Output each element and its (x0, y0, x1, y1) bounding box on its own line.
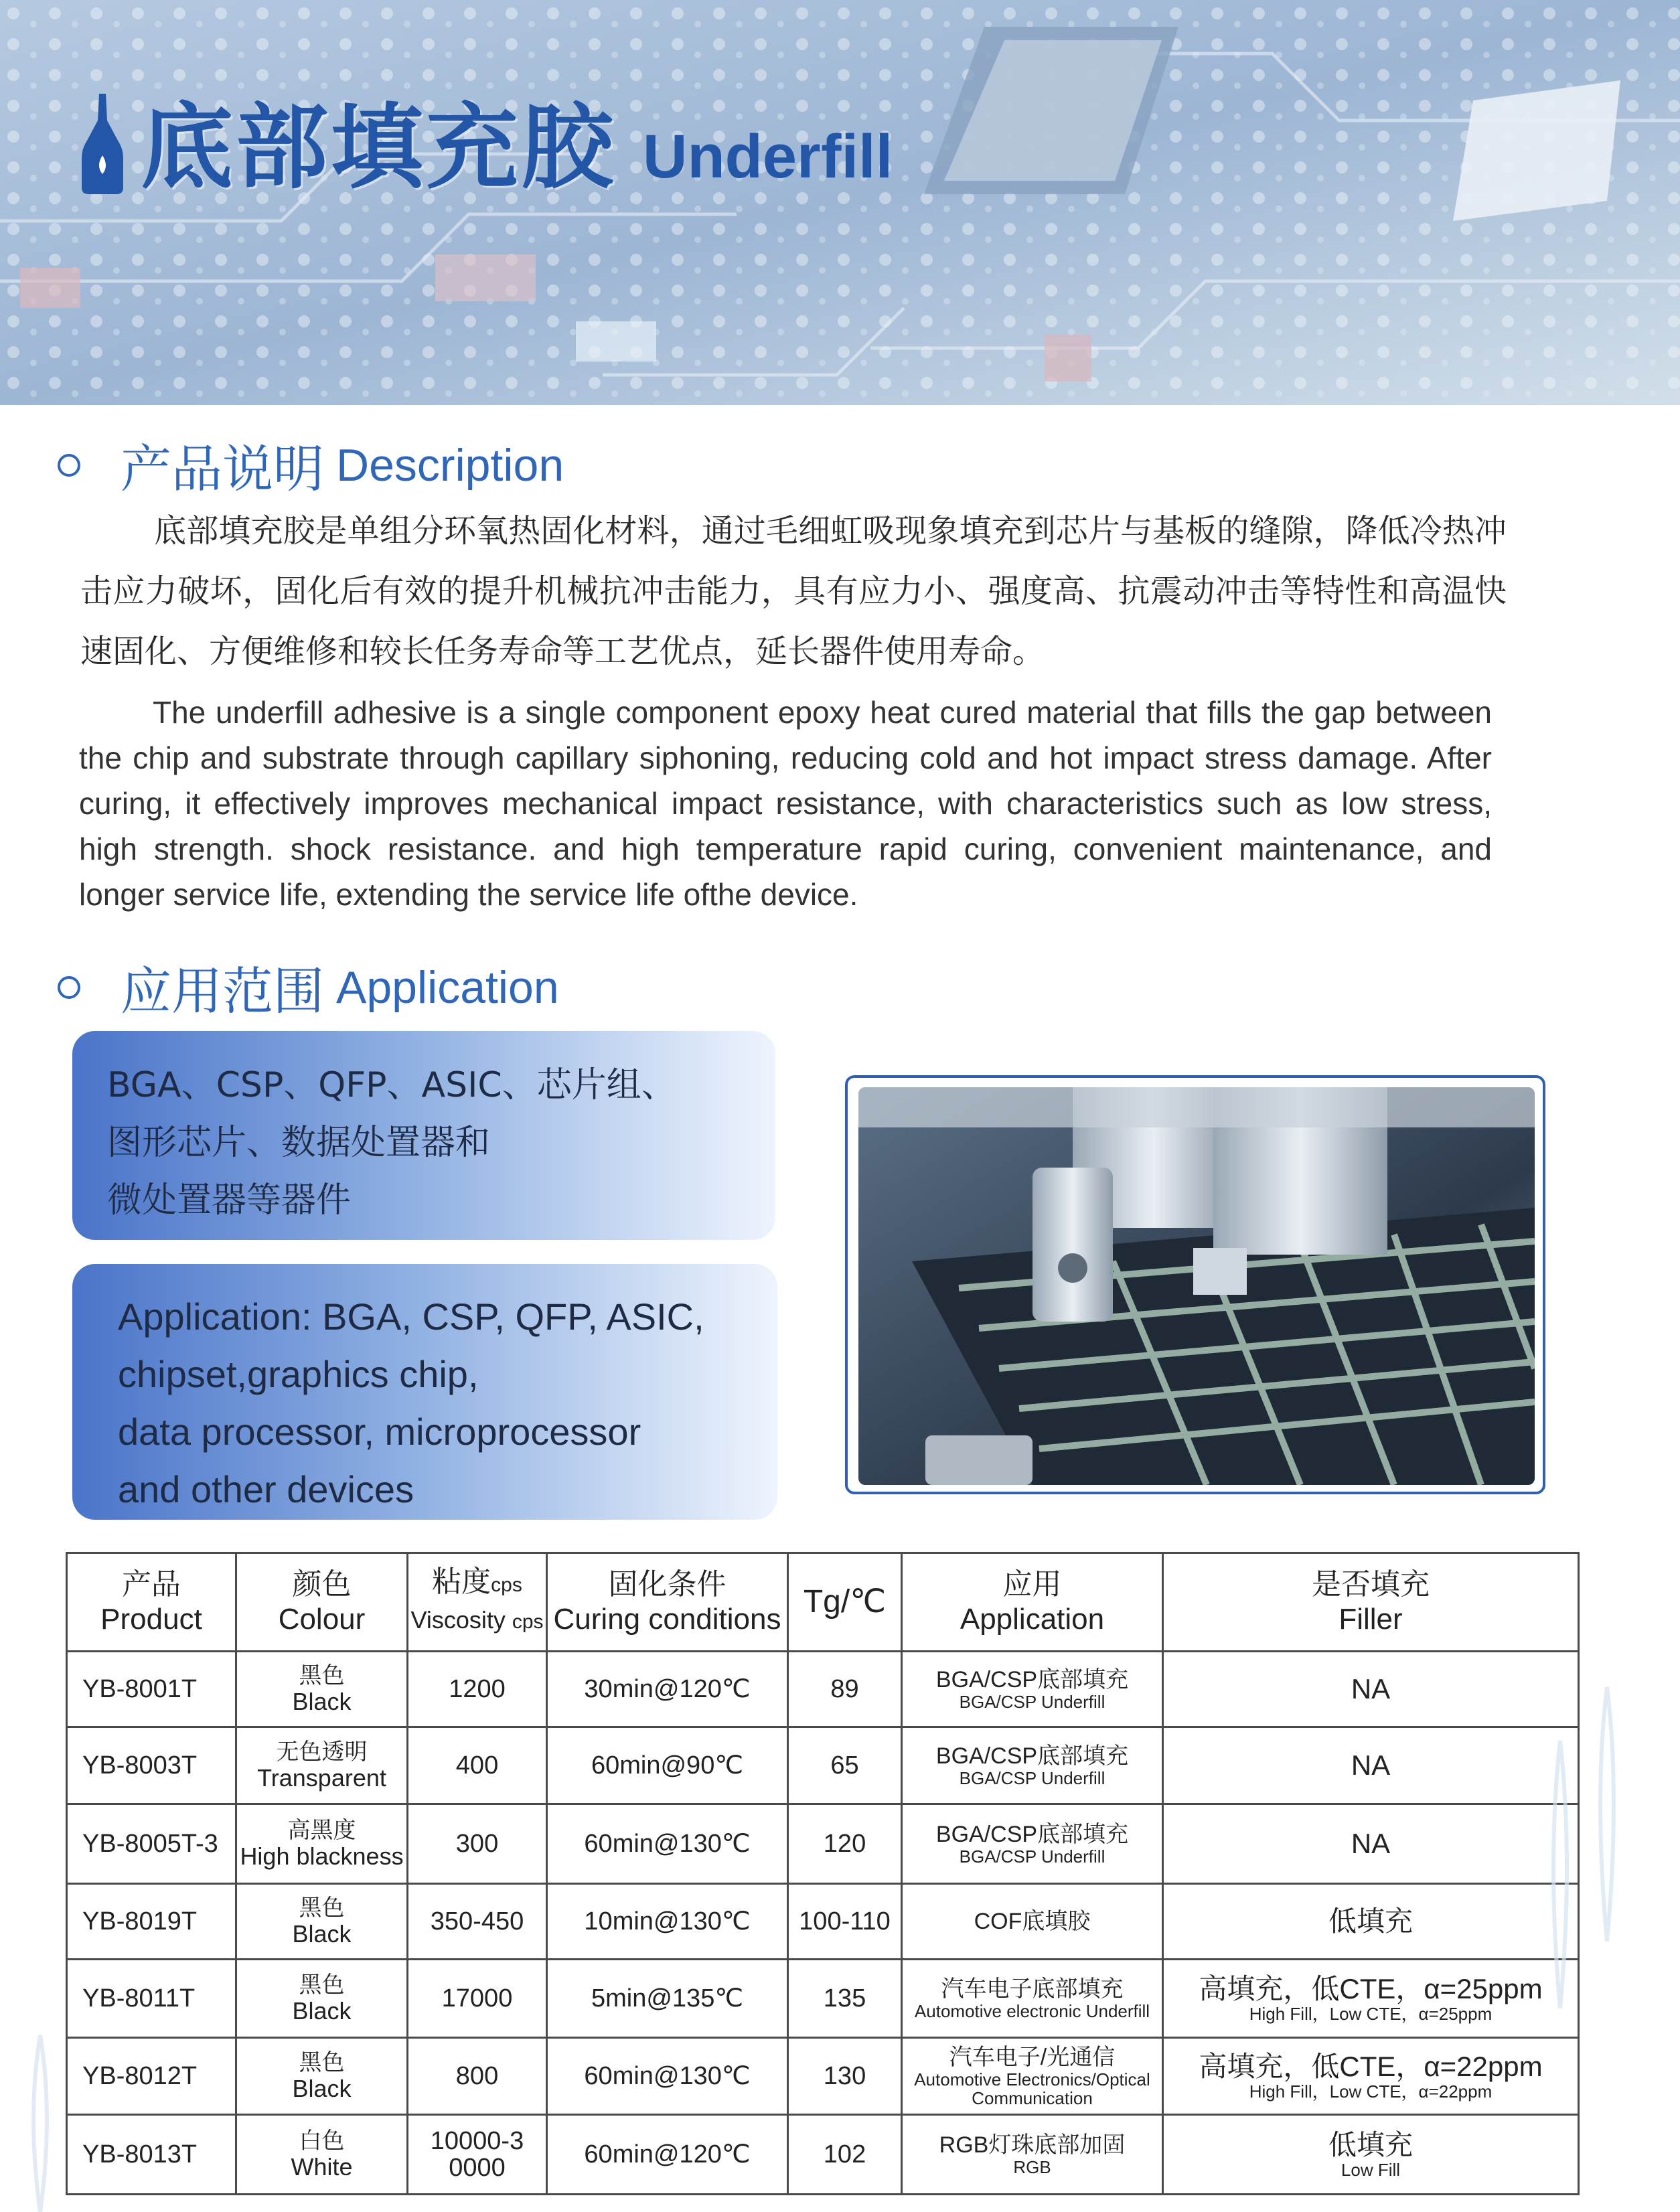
table-row (67, 1960, 1579, 2038)
description-en-body: The underfill adhesive is a single component epoxy heat cured material that fills the gap between the chip and substrate through capillary siphoning, reducing cold and hot impact stress damage. After curing, it effectively improves mechanical impact resistance, with characteristics such as low stress, high strength. shock resistance. and high temperature rapid curing, convenient maintenance, and longer service life, extending the service life ofthe device. (79, 695, 1492, 912)
cell-tg: 100-110 (788, 1884, 902, 1960)
product-spec-table (66, 1552, 1580, 2195)
cell-filler: NA (1163, 1652, 1579, 1727)
application-en-line: and other devices (118, 1468, 414, 1510)
cell-viscosity: 17000 (408, 1960, 547, 2038)
application-cn-line: 微处置器等器件 (107, 1180, 352, 1220)
cell-product: YB-8013T (67, 2115, 236, 2195)
cell-application: BGA/CSP底部填充 BGA/CSP Underfill (902, 1652, 1163, 1727)
application-box-cn (72, 1031, 775, 1240)
cell-viscosity: 400 (408, 1727, 547, 1804)
header-application: 应用 Application (902, 1553, 1163, 1652)
cell-product: YB-8019T (67, 1884, 236, 1960)
cell-colour: 黑色 Black (236, 1884, 408, 1960)
table-body (67, 1652, 1579, 2195)
hero-title (79, 94, 893, 202)
cell-curing: 60min@120℃ (547, 2115, 788, 2195)
cell-tg: 102 (788, 2115, 902, 2195)
table-row (67, 1804, 1579, 1884)
description-heading (58, 428, 564, 501)
application-heading (58, 951, 559, 1024)
glue-bottle-icon (79, 94, 126, 194)
description-text-en (79, 690, 1492, 917)
cell-application: 汽车电子/光通信 Automotive Electronics/Optical Communication (902, 2038, 1163, 2115)
cell-filler: 低填充 Low Fill (1163, 2115, 1579, 2195)
cell-colour: 黑色 Black (236, 2038, 408, 2115)
cell-viscosity: 1200 (408, 1652, 547, 1727)
table-row (67, 2115, 1579, 2195)
cell-colour: 高黑度 High blackness (236, 1804, 408, 1884)
cell-viscosity: 350-450 (408, 1884, 547, 1960)
table-header-row (67, 1553, 1579, 1652)
cell-application: BGA/CSP底部填充 BGA/CSP Underfill (902, 1804, 1163, 1884)
table-row (67, 1652, 1579, 1727)
cell-curing: 5min@135℃ (547, 1960, 788, 2038)
header-product: 产品 Product (67, 1553, 236, 1652)
cell-curing: 60min@130℃ (547, 2038, 788, 2115)
dispensing-machine-image (858, 1087, 1535, 1485)
cell-curing: 60min@90℃ (547, 1727, 788, 1804)
application-en-line: Application: BGA, CSP, QFP, ASIC, (118, 1295, 704, 1338)
cell-colour: 黑色 Black (236, 1960, 408, 2038)
cell-viscosity: 300 (408, 1804, 547, 1884)
table-row (67, 1727, 1579, 1804)
cell-application: BGA/CSP底部填充 BGA/CSP Underfill (902, 1727, 1163, 1804)
description-heading-en: Description (336, 439, 564, 491)
cell-application: 汽车电子底部填充 Automotive electronic Underfill (902, 1960, 1163, 2038)
table-row (67, 1884, 1579, 1960)
cell-tg: 65 (788, 1727, 902, 1804)
cell-product: YB-8003T (67, 1727, 236, 1804)
header-filler: 是否填充 Filler (1163, 1553, 1579, 1652)
application-heading-en: Application (336, 961, 559, 1013)
cell-colour: 无色透明 Transparent (236, 1727, 408, 1804)
circle-bullet-icon (58, 454, 80, 477)
cell-colour: 黑色 Black (236, 1652, 408, 1727)
cell-curing: 60min@130℃ (547, 1804, 788, 1884)
header-curing: 固化条件 Curing conditions (547, 1553, 788, 1652)
header-colour: 颜色 Colour (236, 1553, 408, 1652)
cell-curing: 30min@120℃ (547, 1652, 788, 1727)
cell-tg: 135 (788, 1960, 902, 2038)
dispensing-machine-photo (845, 1075, 1545, 1494)
cell-viscosity: 800 (408, 2038, 547, 2115)
title-english: Underfill (643, 123, 893, 191)
application-cn-line: 图形芯片、数据处置器和 (107, 1123, 491, 1163)
cell-product: YB-8011T (67, 1960, 236, 2038)
cell-filler: 高填充，低CTE，α=25ppm High Fill，Low CTE，α=25ppm (1163, 1960, 1579, 2038)
application-en-line: data processor, microprocessor (118, 1411, 641, 1453)
table-row (67, 2038, 1579, 2115)
description-heading-cn: 产品说明 (121, 439, 324, 499)
application-heading-cn: 应用范围 (121, 961, 324, 1021)
cell-tg: 130 (788, 2038, 902, 2115)
hero-banner (0, 0, 1680, 405)
cell-viscosity: 10000-30000 (408, 2115, 547, 2195)
cell-filler: 高填充，低CTE，α=22ppm High Fill，Low CTE，α=22ppm (1163, 2038, 1579, 2115)
description-cn-body: 底部填充胶是单组分环氧热固化材料，通过毛细虹吸现象填充到芯片与基板的缝隙，降低冷热冲击应力破坏，固化后有效的提升机械抗冲击能力，具有应力小、强度高、抗震动冲击等特性和高温快速固化、方便维修和较长任务寿命等工艺优点，延长器件使用寿命。 (80, 512, 1507, 670)
application-box-en (72, 1264, 777, 1520)
circle-bullet-icon (58, 976, 80, 999)
cell-product: YB-8012T (67, 2038, 236, 2115)
cell-application: RGB灯珠底部加固 RGB (902, 2115, 1163, 2195)
cell-application: COF底填胶 (902, 1884, 1163, 1960)
cell-tg: 89 (788, 1652, 902, 1727)
application-cn-line: BGA、CSP、QFP、ASIC、芯片组、 (107, 1065, 676, 1105)
title-chinese: 底部填充胶 (141, 94, 617, 202)
cell-product: YB-8001T (67, 1652, 236, 1727)
header-tg: Tg/℃ (788, 1553, 902, 1652)
description-text-cn (80, 501, 1507, 682)
header-viscosity: 粘度cps Viscosity cps (408, 1553, 547, 1652)
cell-filler: NA (1163, 1804, 1579, 1884)
application-en-line: chipset,graphics chip, (118, 1353, 479, 1395)
cell-filler: 低填充 (1163, 1884, 1579, 1960)
circuit-board-image (0, 0, 1680, 405)
cell-product: YB-8005T-3 (67, 1804, 236, 1884)
cell-curing: 10min@130℃ (547, 1884, 788, 1960)
cell-tg: 120 (788, 1804, 902, 1884)
cell-filler: NA (1163, 1727, 1579, 1804)
cell-colour: 白色 White (236, 2115, 408, 2195)
